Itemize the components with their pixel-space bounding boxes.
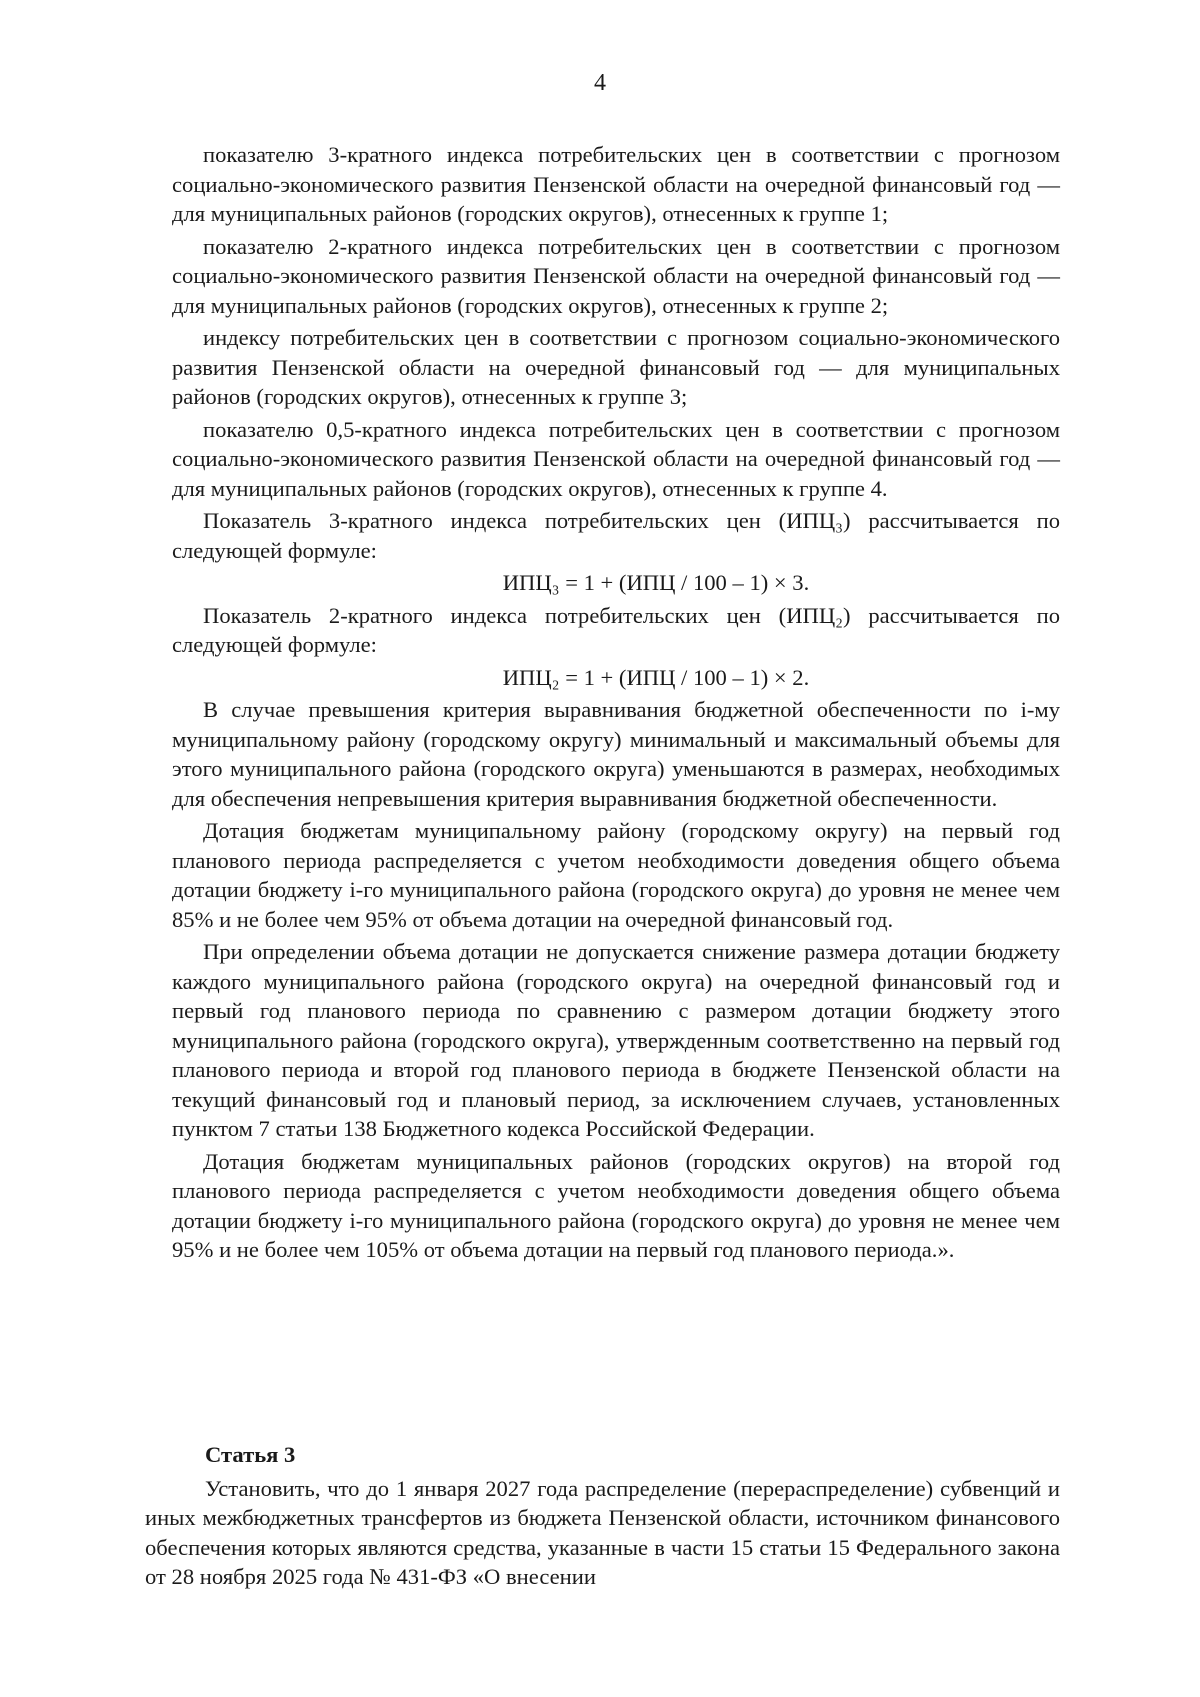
paragraph-ipc2-intro: Показатель 2-кратного индекса потребительских цен (ИПЦ₂) рассчитывается по следующей формуле: <box>172 602 1060 657</box>
paragraph-dotation-reduction: При определении объема дотации не допускается снижение размера дотации бюджету каждого муниципального района (городского округа) на очередной финансовый год и первый год планового периода по сравнению с размером дотации бюджету этого муниципального района (городского округа), утвержденным соответственно на первый год планового периода и второй год планового периода в бюджете Пензенской области на текущий финансовый год и плановый период, за исключением случаев, установленных пунктом 7 статьи 138 Бюджетного кодекса Российской Федерации. <box>172 939 1060 1141</box>
paragraph-group-4: показателю 0,5-кратного индекса потребительских цен в соответствии с прогнозом социально-экономического развития Пензенской области на очередной финансовый год — для муниципальных районов (городских округов), отнесенных к группе 4. <box>172 416 1060 501</box>
paragraph-ipc3-intro: Показатель 3-кратного индекса потребительских цен (ИПЦ₃) рассчитывается по следующей формуле: <box>172 508 1060 563</box>
article-3-section <box>145 1440 1060 1595</box>
page-number: 4 <box>594 70 606 96</box>
paragraph-group-2: показателю 2-кратного индекса потребительских цен в соответствии с прогнозом социально-экономического развития Пензенской области на очередной финансовый год — для муниципальных районов (городских округов), отнесенных к группе 2; <box>172 233 1060 318</box>
document-body <box>172 140 1060 1268</box>
article-3-heading: Статья 3 <box>205 1442 296 1467</box>
formula-ipc3: ИПЦ₃ = 1 + (ИПЦ / 100 – 1) × 3. <box>502 570 810 595</box>
article-3-text: Установить, что до 1 января 2027 года распределение (перераспределение) субвенций и иных межбюджетных трансфертов из бюджета Пензенской области, источником финансового обеспечения которых являются средства, указанные в части 15 статьи 15 Федерального закона от 28 ноября 2025 года № 431-ФЗ «О внесении <box>145 1475 1060 1589</box>
paragraph-first-year-dotation: Дотация бюджетам муниципальному району (городскому округу) на первый год планового периода распределяется с учетом необходимости доведения общего объема дотации бюджету i-го муниципального района (городского округа) до уровня не менее чем 85% и не более чем 95% от объема дотации на очередной финансовый год. <box>172 818 1060 932</box>
paragraph-group-1: показателю 3-кратного индекса потребительских цен в соответствии с прогнозом социально-экономического развития Пензенской области на очередной финансовый год — для муниципальных районов (городских округов), отнесенных к группе 1; <box>172 142 1060 226</box>
formula-ipc2: ИПЦ₂ = 1 + (ИПЦ / 100 – 1) × 2. <box>502 664 810 690</box>
paragraph-criterion-excess: В случае превышения критерия выравнивания бюджетной обеспеченности по i-му муниципальному району (городскому округу) минимальный и максимальный объемы для этого муниципального района (городского округа) уменьшаются в размерах, необходимых для обеспечения непревышения критерия выравнивания бюджетной обеспеченности. <box>172 697 1060 811</box>
paragraph-group-3: индексу потребительских цен в соответствии с прогнозом социально-экономического развития Пензенской области на очередной финансовый год — для муниципальных районов (городских округов), отнесенных к группе 3; <box>172 325 1060 409</box>
paragraph-second-year-dotation: Дотация бюджетам муниципальных районов (городских округов) на второй год планового периода распределяется с учетом необходимости доведения общего объема дотации бюджету i-го муниципального района (городского округа) до уровня не менее чем 95% и не более чем 105% от объема дотации на первый год планового периода.». <box>172 1148 1060 1262</box>
